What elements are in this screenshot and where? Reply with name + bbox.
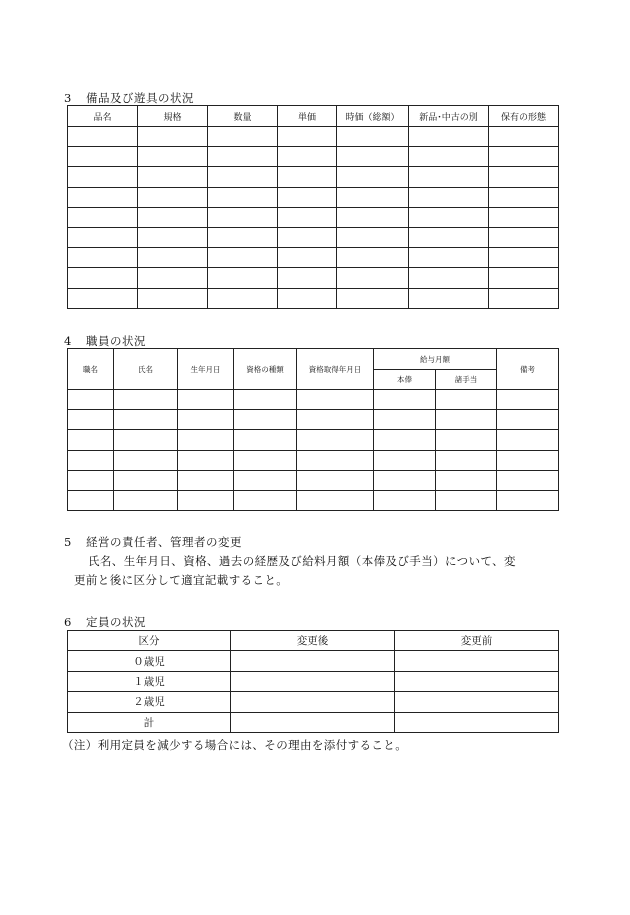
equipment-header-row [68,106,559,127]
header-birthdate: 生年月日 [178,349,234,390]
section-5-text-line-2: 更前と後に区分して適宜記載すること。 [74,573,289,587]
table-row [68,288,559,308]
section-4-heading: 職員の状況 [86,334,146,348]
table-row [68,167,559,187]
capacity-note: （注）利用定員を減少する場合には、その理由を添付すること。 [62,738,408,752]
header-qualification-type: 資格の種類 [234,349,297,390]
table-row [68,187,559,207]
section-5-text-line-1: 氏名、生年月日、資格、過去の経歴及び給料月額（本俸及び手当）について、変 [88,554,516,568]
section-3-heading: 備品及び遊具の状況 [86,91,194,105]
section-5-number: 5 [64,535,72,549]
section-3-number: 3 [64,91,72,105]
header-item-name: 品名 [68,106,138,127]
header-allowances: 諸手当 [436,370,497,390]
header-base-salary: 本俸 [374,370,436,390]
table-row [68,147,559,167]
table-row [68,450,559,470]
table-row [68,207,559,227]
header-spec: 規格 [138,106,208,127]
staff-table [67,348,559,511]
header-new-used: 新品･中古の別 [409,106,489,127]
row-label: 計 [68,712,231,732]
header-job-title: 職名 [68,349,114,390]
section-4-number: 4 [64,334,72,348]
section-5-title [64,534,242,550]
header-category: 区分 [68,631,231,651]
section-6-title [64,614,146,630]
header-after-change: 変更後 [231,631,395,651]
section-6-heading: 定員の状況 [86,615,146,629]
table-row [68,410,559,430]
header-ownership: 保有の形態 [489,106,559,127]
table-row [68,651,559,671]
header-market-value: 時価（総額） [337,106,409,127]
table-row [68,127,559,147]
capacity-header-row [68,631,559,651]
table-row [68,248,559,268]
header-unit-price: 単価 [278,106,337,127]
table-row [68,490,559,510]
header-qualification-date: 資格取得年月日 [297,349,374,390]
header-quantity: 数量 [208,106,278,127]
row-label: １歳児 [68,671,231,691]
table-row [68,692,559,712]
capacity-table [67,630,559,733]
table-row [68,227,559,247]
section-3-title [64,90,194,106]
table-row [68,470,559,490]
row-label: ２歳児 [68,692,231,712]
table-row [68,430,559,450]
table-row [68,712,559,732]
row-label: ０歳児 [68,651,231,671]
section-5-heading: 経営の責任者、管理者の変更 [86,535,242,549]
staff-header-row [68,349,559,370]
section-4-title [64,333,146,349]
header-remarks: 備考 [497,349,559,390]
header-name: 氏名 [114,349,178,390]
table-row [68,671,559,691]
equipment-table [67,105,559,309]
header-before-change: 変更前 [395,631,559,651]
section-6-number: 6 [64,615,72,629]
header-monthly-salary: 給与月額 [374,349,497,370]
table-row [68,268,559,288]
table-row [68,390,559,410]
